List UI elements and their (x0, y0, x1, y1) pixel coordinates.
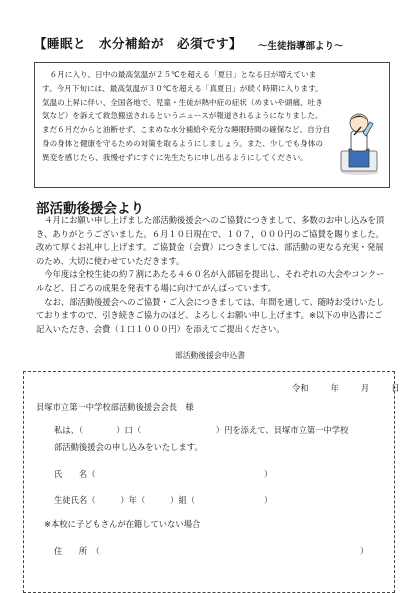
form-address-field: 住 所 （ (54, 546, 100, 556)
form-note: ※本校に子どもさんが在籍していない場合 (44, 519, 201, 529)
student-drinking-water-illustration (335, 109, 381, 177)
form-student-field: 生徒氏名（ ）年（ ）組（ (54, 495, 196, 505)
form-student-close: ） (264, 495, 273, 505)
section-paragraph: 今年度は全校生徒の約７割にあたる４６０名が入部届を提出し、それぞれの大会やコンクールなど、日ごろの成果を発表する場に向けてがんばっています。 (36, 269, 385, 293)
notice-paragraph: ６月に入り、日中の最高気温が２５℃を超える「夏日」となる日が増えています。今月下旬には、最高気温が３０℃を超える「真夏日」が続く時期に入ります。気温の上昇に伴い、全国各地で、児童・生徒が熱中症の症状（めまいや頭痛、吐き気など）を訴えて救急搬送されるというニュースが報道されるようになりました。まだ６月だからと油断せず、こまめな水分補給や充分な睡眠時間の確保など、自分自身の身体と健康を守るための対策を取るようにしましょう。また、少しでも身体の異変を感じたら、我慢せずにすぐに先生たちに申し出るようにしてください。 (42, 70, 330, 162)
form-address-close: ） (360, 546, 369, 556)
section-paragraph: なお、部活動後援会へのご協賛・ご入会につきましては、年間を通して、随時お受けいたしておりますので、引き続きご協力のほど、よろしくお願い申し上げます。※以下の申込書にご記入いただき、会費（１口１０００円）を添えてご提出ください。 (36, 296, 385, 334)
form-name-field: 氏 名（ (54, 469, 96, 479)
notice-byline: ～生徒指導部より～ (258, 41, 344, 52)
heatstroke-notice-box (34, 62, 390, 188)
form-date (292, 382, 400, 394)
section-paragraph: ４月にお願い申し上げました部活動後援会へのご協賛につきまして、多数のお申し込みを頂き、ありがとうございました。６月１０日現在で、１０７，０００円のご協賛を賜りました。改めて厚くお礼申し上げます。ご協賛金（会費）につきましては、部活動の更なる充実・発展のため、大切に使わせていただきます。 (36, 215, 385, 266)
date-day: 日 (391, 383, 400, 393)
form-apply-line: 部活動後援会の申し込みをいたします。 (54, 442, 203, 452)
section-body (36, 214, 390, 336)
notice-headline: 【睡眠と 水分補給が 必須です】 (34, 36, 243, 51)
section-title: 部活動後援会より (36, 201, 144, 217)
date-month: 月 (360, 383, 370, 393)
form-name-close: ） (264, 469, 273, 479)
form-addressee: 貝塚市立第一中学校部活動後援会会長 様 (36, 402, 194, 412)
form-caption: 部活動後援会申込書 (174, 351, 246, 360)
date-era: 令和 (292, 383, 309, 393)
form-apply-line: 私は、（ ）口（ ）円を添えて、貝塚市立第一中学校 (54, 425, 349, 435)
date-year: 年 (330, 383, 339, 393)
application-form (23, 371, 400, 593)
